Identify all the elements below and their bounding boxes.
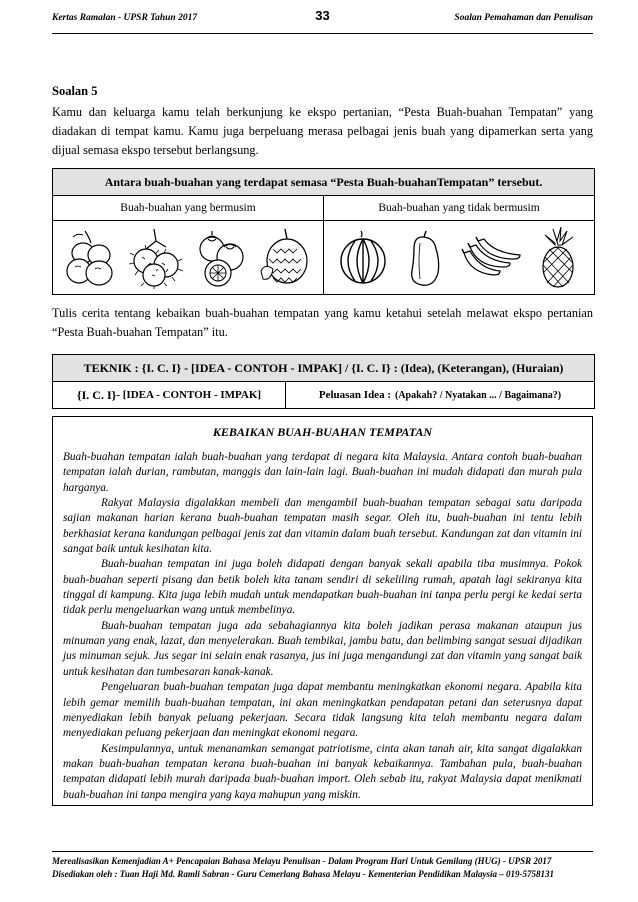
page-footer <box>52 855 593 881</box>
essay-paragraph: Kesimpulannya, untuk menanamkan semangat patriotisme, cinta akan tanah air, kita sangat digalakkan makan buah-buahan tempatan kerana buah-buahan ini banyak kebaikannya. Tambahan pula, buah-buahan tempatan didapati lebih murah daripada buah-buahan import. Oleh sebab itu, rakyat Malaysia dapat menikmati buah-buahan ini tanpa mengira yang kaya mahupun yang miskin. <box>63 742 582 801</box>
essay-paragraph: Buah-buahan tempatan juga ada sebahagiannya kita boleh jadikan perasa makanan ataupun jus minuman yang enak, lazat, dan menyelerakan. Buah tembikai, jambu batu, dan belimbing sangat sesuai dijadikan jus minuman sejuk. Jus segar ini selain enak rasanya, jus ini juga mengandungi zat dan vitamin yang sangat baik untuk kesihatan dan tumbesaran kanak-kanak. <box>63 619 582 678</box>
technique-expansion-hint: (Apakah? / Nyatakan ... / Bagaimana?) <box>394 389 562 401</box>
technique-expansion-cell <box>286 382 594 408</box>
footer-line-2: Disediakan oleh : Tuan Haji Md. Ramli Sabran - Guru Cemerlang Bahasa Melayu - Kementerian Pendidikan Malaysia – 019-5758131 <box>52 869 554 879</box>
footer-divider <box>52 851 593 852</box>
watermelon-icon <box>335 227 391 289</box>
mangosteen-icon <box>192 227 248 289</box>
nonseasonal-fruits <box>324 221 594 294</box>
banana-icon <box>460 227 524 289</box>
papaya-icon <box>400 227 450 289</box>
durian-icon <box>255 227 313 289</box>
seasonal-header: Buah-buahan yang bermusim <box>53 196 324 220</box>
technique-formula-cell <box>53 382 286 408</box>
technique-formula-main: {I. C. I} <box>76 387 117 402</box>
essay-title: KEBAIKAN BUAH-BUAHAN TEMPATAN <box>212 425 433 439</box>
fruit-table <box>52 168 595 295</box>
essay-paragraph: Rakyat Malaysia digalakkan membeli dan mengambil buah-buahan tempatan sebagai satu daripada sajian makanan harian kerana buah-buahan tempatan masih segar. Oleh itu, buah-buahan ini tentu lebih berkhasiat kerana kandungan pelbagai jenis zat dan vitamin dalam buah tersebut. Kandungan zat dan vitamin ini sangat baik untuk kesihatan kita. <box>63 497 582 556</box>
footer-line-1: Merealisasikan Kemenjadian A+ Pencapaian Bahasa Melayu Penulisan - Dalam Program Hari Untuk Gemilang (HUG) - UPSR 2017 <box>52 856 552 866</box>
nonseasonal-header: Buah-buahan yang tidak bermusim <box>378 202 540 214</box>
technique-row <box>53 382 594 408</box>
writing-prompt: Tulis cerita tentang kebaikan buah-buahan tempatan yang kamu ketahui setelah melawat ekspo pertanian “Pesta Buah-buahan Tempatan” itu. <box>52 306 593 339</box>
langsat-icon <box>63 227 119 289</box>
essay-paragraph: Buah-buahan tempatan ialah buah-buahan yang terdapat di negara kita Malaysia. Antara contoh buah-buahan tempatan ialah durian, rambutan, manggis dan lain-lain lagi. Buah-buahan ini mudah didapati dan murah pula harganya. <box>63 451 582 494</box>
header-left-text: Kertas Ramalan - UPSR Tahun 2017 <box>52 13 198 23</box>
page-header <box>52 8 593 30</box>
question-label: Soalan 5 <box>52 84 98 98</box>
essay-paragraph: Buah-buahan tempatan ini juga boleh didapati dengan banyak sekali apabila tiba musimnya. Pokok buah-buahan seperti pisang dan betik boleh kita tanam sendiri di sekeliling rumah, apatah lagi sekiranya kita tinggal di kampung. Kita juga lebih mudah untuk mendapatkan buah-buahan ini tanpa perlu pergi ke kedai serta tidak perlu mengeluarkan wang untuk membelinya. <box>63 558 582 617</box>
essay-box <box>52 416 593 806</box>
essay-paragraph: Pengeluaran buah-buahan tempatan juga dapat membantu meningkatkan ekonomi negara. Apabila kita lebih gemar memilih buah-buahan tempatan, ini akan meningkatkan pendapatan petani dan seterusnya dapat menyediakan lebih banyak peluang pekerjaan. Secara tidak langsung kita telah membantu negara dalam menyediakan peluang pekerjaan dan meningkat ekonomi negara. <box>63 681 582 740</box>
technique-formula-rest: - [IDEA - CONTOH - IMPAK] <box>116 389 262 401</box>
rambutan-icon <box>126 227 184 289</box>
seasonal-fruits <box>53 221 324 294</box>
technique-heading: TEKNIK : {I. C. I} - [IDEA - CONTOH - IMPAK] / {I. C. I} : (Idea), (Keterangan), (Huraian) <box>53 355 594 382</box>
fruit-pictures-row <box>53 221 594 294</box>
technique-expansion-label: Peluasan Idea : <box>318 389 391 401</box>
technique-table <box>52 354 595 409</box>
fruit-table-headers <box>53 196 594 221</box>
header-right-text: Soalan Pemahaman dan Penulisan <box>454 13 593 23</box>
pineapple-icon <box>533 227 583 289</box>
header-divider <box>52 33 593 34</box>
fruit-table-title: Antara buah-buahan yang terdapat semasa “Pesta Buah-buahanTempatan” tersebut. <box>53 169 594 196</box>
question-intro: Kamu dan keluarga kamu telah berkunjung ke ekspo pertanian, “Pesta Buah-buahan Tempatan” yang diadakan di tempat kamu. Kamu juga berpeluang merasa pelbagai jenis buah yang dipamerkan serta yang dijual semasa ekspo tersebut berlangsung. <box>52 105 593 157</box>
page-number: 33 <box>315 8 330 23</box>
